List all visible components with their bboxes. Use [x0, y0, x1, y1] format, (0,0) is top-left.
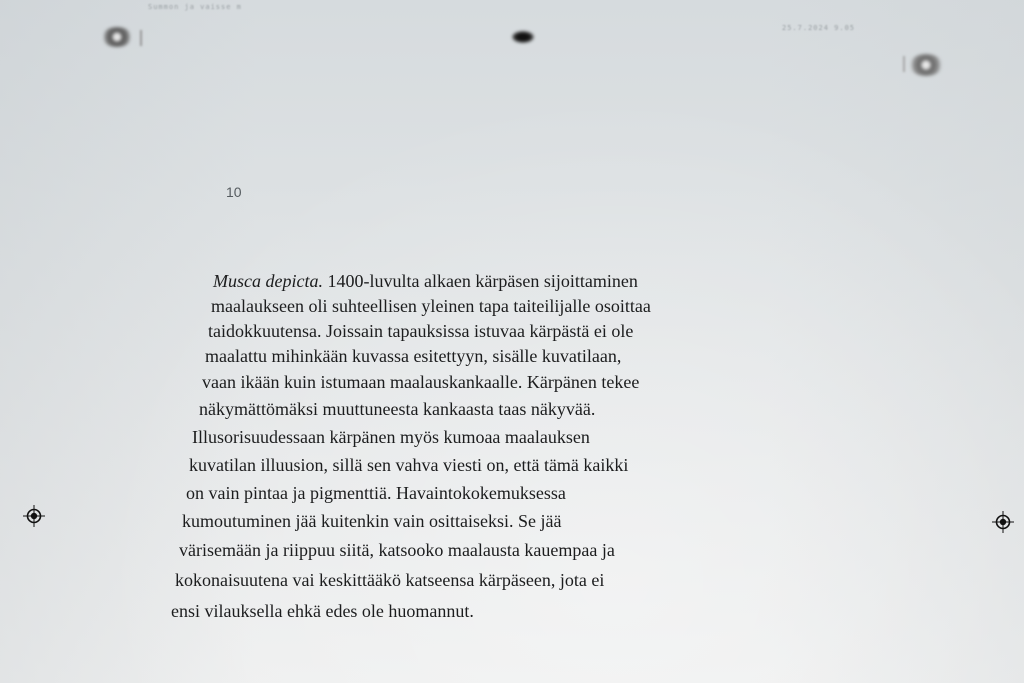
- paragraph-line-10: kumoutuminen jää kuitenkin vain osittaiseksi. Se jää: [182, 511, 562, 531]
- paragraph-line-6: näkymättömäksi muuttuneesta kankaasta taas näkyvää.: [199, 399, 596, 419]
- paragraph-line-11: värisemään ja riippuu siitä, katsooko maalausta kauempaa ja: [179, 540, 615, 560]
- paragraph-line-1: [213, 272, 638, 290]
- paragraph-line-2: maalaukseen oli suhteellisen yleinen tapa taiteilijalle osoittaa: [211, 296, 651, 316]
- paragraph-line-5: vaan ikään kuin istumaan maalauskankaalle. Kärpänen tekee: [202, 372, 640, 392]
- paragraph-line-9: on vain pintaa ja pigmenttiä. Havaintokokemuksessa: [186, 483, 566, 503]
- header-print-right: 25.7.2024 9.05: [782, 24, 856, 32]
- paragraph-line-3: taidokkuutensa. Joissain tapauksissa istuvaa kärpästä ei ole: [208, 321, 634, 341]
- paragraph-line-8: kuvatilan illuusion, sillä sen vahva viesti on, että tämä kaikki: [189, 455, 629, 475]
- header-print-left: Summon ja vaisse m: [148, 3, 242, 11]
- page-number: 10: [226, 184, 242, 200]
- paragraph-line-12: kokonaisuutena vai keskittääkö katseensa kärpäseen, jota ei: [175, 570, 605, 590]
- paragraph-title: Musca depicta.: [213, 271, 323, 291]
- paragraph-line-1-text: 1400-luvulta alkaen kärpäsen sijoittaminen: [322, 271, 638, 291]
- paragraph-line-13: ensi vilauksella ehkä edes ole huomannut.: [171, 601, 474, 621]
- paragraph-line-7: Illusorisuudessaan kärpänen myös kumoaa maalauksen: [192, 427, 590, 447]
- paragraph-line-4: maalattu mihinkään kuvassa esitettyyn, sisälle kuvatilaan,: [205, 346, 622, 366]
